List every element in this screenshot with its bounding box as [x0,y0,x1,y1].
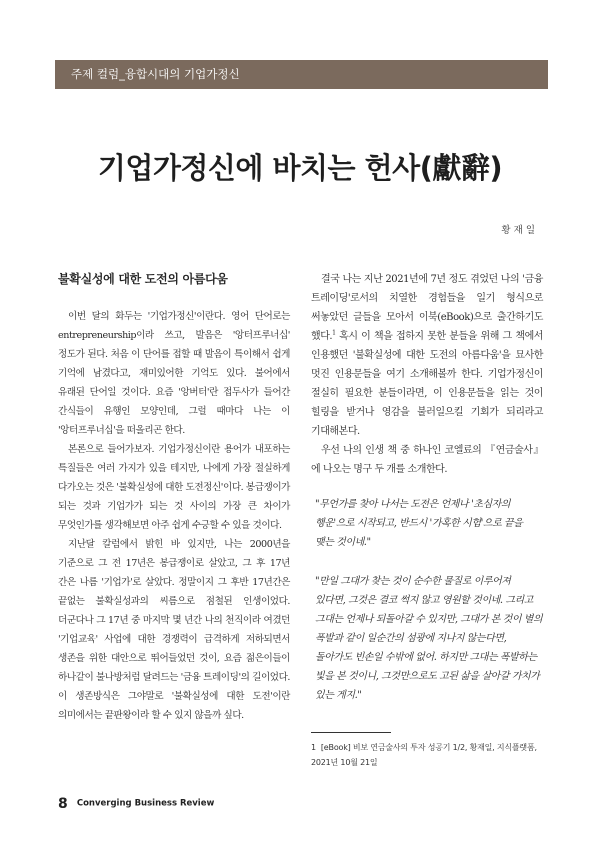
footnote-marker[interactable]: 1 [332,329,336,337]
body-paragraph: 지난달 칼럼에서 밝힌 바 있지만, 나는 2000년을 기준으로 그 전 17년은 봉급쟁이로 살았고, 그 후 17년 간은 나름 '기업가'로 살았다. 정말이지 그 후반 17년간은 끝없는 불확실성과의 씨름으로 점철된 인생이었다. 더군다나 그 17년 중 마지막 몇 년간 나의 천직이라 여겼던 '기업교육' 사업에 대한 경쟁력이 급격하게 저하되면서 생존을 위한 대안으로 뛰어들었던 것이, 요즘 젊은이들이 하나같이 불나방처럼 달려드는 '금융 트레이딩'의 길이었다. 이 생존방식은 그야말로 '불확실성에 대한 도전'이란 의미에서는 끝판왕이라 할 수 있지 않을까 싶다. [58,539,290,721]
footnote-number: 1 [311,743,316,752]
body-paragraph [311,270,543,441]
body-paragraph: 우선 나의 인생 책 중 하나인 코엘료의 『연금술사』에 나오는 명구 두 개를 소개한다. [311,445,543,475]
footnote-text: [eBook] 비보 연금술사의 투자 성공기 1/2, 황재일, 지식플랫폼, 2021년 10월 21일 [311,743,537,767]
article-title: 기업가정신에 바치는 헌사(獻辭) [97,151,503,185]
body-paragraph: 이번 달의 화두는 '기업가정신'이란다. 영어 단어로는 entrepreneurship이라 쓰고, 발음은 '앙터프루너십' 정도가 된다. 처음 이 단어를 접할 때 발음이 특이해서 쉽게 기억에 남겼다고, 재미있어한 기억도 있다. 불어에서 유래된 단어일 것이다. 요즘 '앙버터'란 접두사가 들어간 간식들이 유행인 모양인데, 그럴 때마다 나는 이 '앙터프루너십'을 떠올리곤 한다. [58,311,290,436]
section-heading: 불확실성에 대한 도전의 아름다움 [58,272,228,286]
author-name: 황 재 일 [501,225,535,236]
quote-block: "무언가를 찾아 나서는 도전은 언제나 '초심자의 행운'으로 시작되고, 반드시 '가혹한 시험'으로 끝을 맺는 것이네." [315,499,523,548]
footnote-divider [311,732,391,733]
page-footer [58,793,214,812]
paragraph-text: 혹시 이 책을 접하지 못한 분들을 위해 그 책에서 인용했던 '불확실성에 대한 도전의 아름다움'을 묘사한 멋진 인용문들을 여기 소개해볼까 한다. 기업가정신이 절실히 필요한 분들이라면, 이 인용문들을 읽는 것이 힐링을 받거나 영감을 불러일으킬 기회가 되리라고 기대해본다. [311,331,543,437]
magazine-name: Converging Business Review [76,798,215,809]
quote-block: "만일 그대가 찾는 것이 순수한 물질로 이루어져 있다면, 그것은 결코 썩지 않고 영원할 것이네. 그리고 그대는 언제나 되돌아갈 수 있지만, 그대가 본 것이 별의 폭발과 같이 일순간의 섬광에 지나지 않는다면, 돌아가도 빈손일 수밖에 없어. 하지만 그대는 폭발하는 빛을 본 것이니, 그것만으로도 고된 삶을 살아갈 가치가 있는 게지." [315,576,543,701]
right-column [311,270,543,705]
paragraph-text: 결국 나는 지난 2021년에 7년 정도 겪었던 나의 '금융 트레이딩'로서의 치열한 경험들을 일기 형식으로 써놓았던 글들을 모아서 이북(eBook)으로 출간하기도 했다. [311,274,543,342]
body-paragraph: 본론으로 들어가보자. 기업가정신이란 용어가 내포하는 특질들은 여러 가지가 있을 테지만, 나에게 가장 절실하게 다가오는 것은 '불확실성에 대한 도전정신'이다. 봉급쟁이가 되는 것과 기업가가 되는 것 사이의 가장 큰 차이가 무엇인가를 생각해보면 아주 쉽게 수긍할 수 있을 것이다. [58,444,290,531]
page-number: 8 [58,795,68,812]
column-banner: 주제 컬럼_융합시대의 기업가정신 [55,60,548,89]
footnote [311,740,543,770]
left-column [58,270,290,725]
